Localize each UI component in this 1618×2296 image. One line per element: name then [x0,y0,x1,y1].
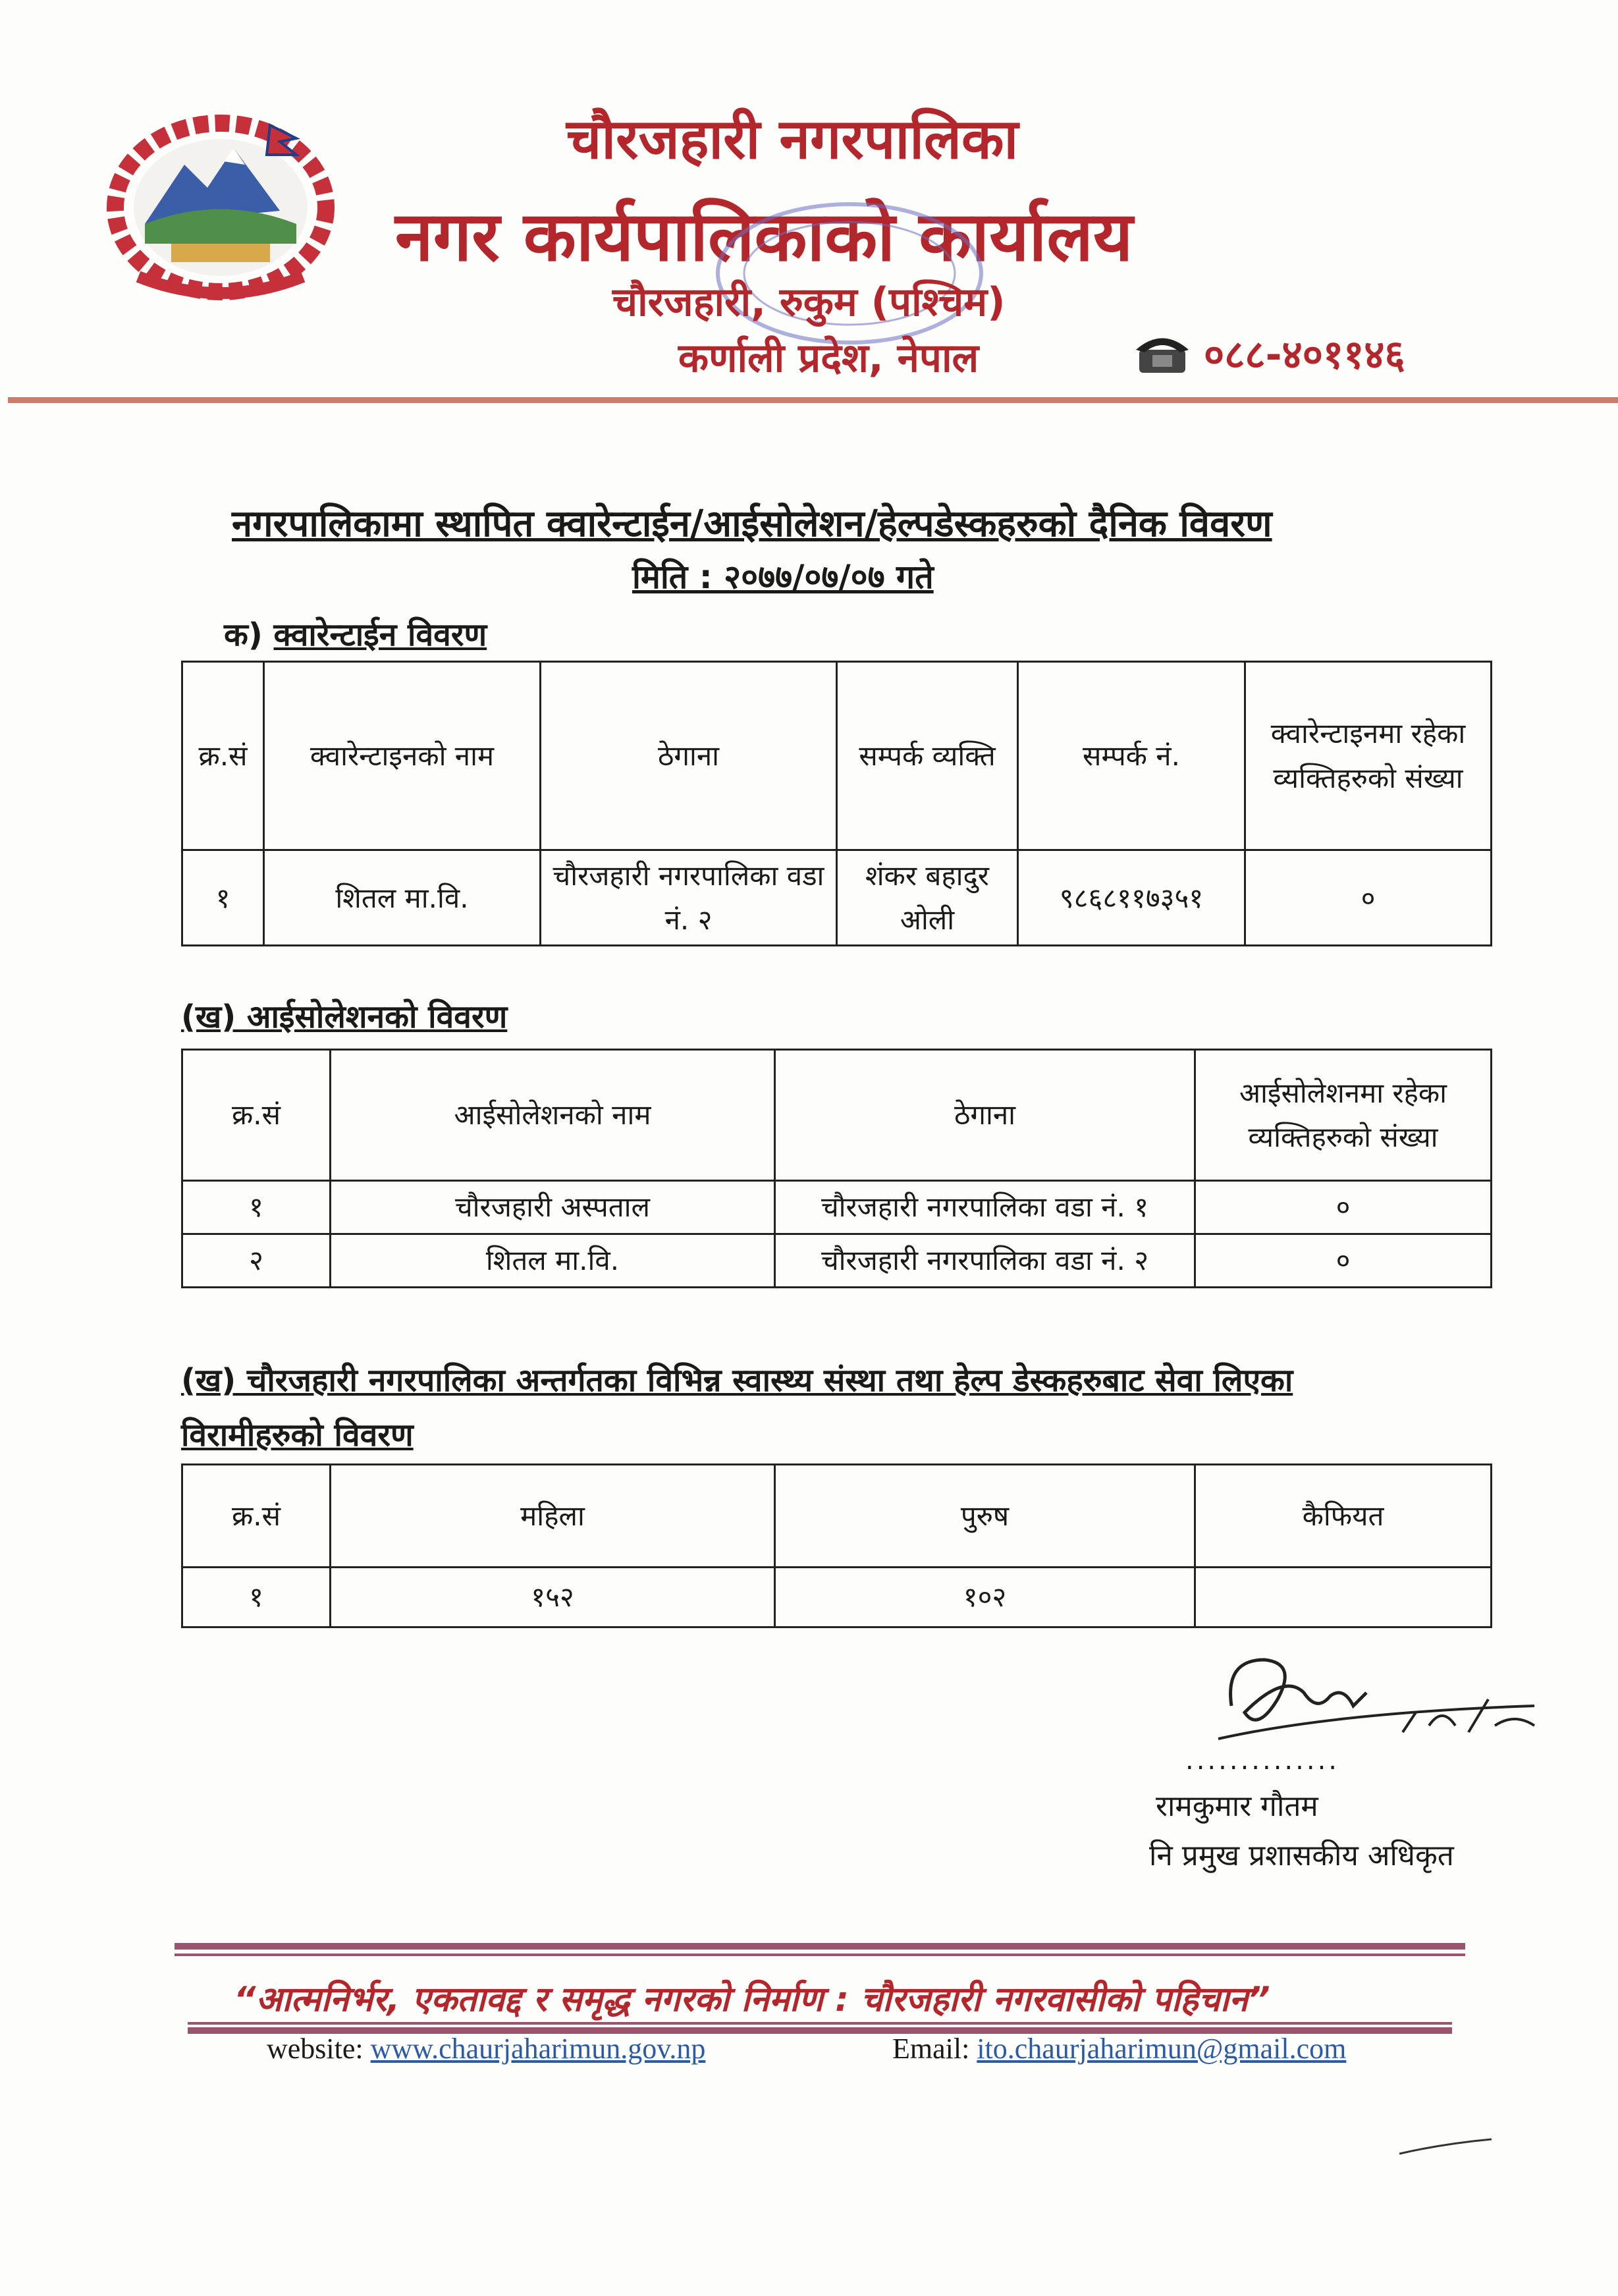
website-link[interactable]: www.chaurjaharimun.gov.np [370,2033,706,2065]
phone-number: ०८८-४०११४६ [1204,332,1405,378]
email-label: Email: [892,2033,970,2065]
telephone-icon [1133,330,1192,376]
table-cell: चौरजहारी नगरपालिका वडा नं. २ [541,850,837,946]
signer-designation: नि प्रमुख प्रशासकीय अधिकृत [1149,1839,1454,1872]
signer-name: रामकुमार गौतम [1156,1790,1318,1823]
section-a-title: क्वारेन्टाईन विवरण [273,616,487,653]
section-b-heading: (ख) आईसोलेशनको विवरण [181,998,508,1035]
website-line [267,2032,705,2065]
header-divider [8,397,1618,403]
table-cell [1195,1568,1492,1627]
column-header: ठेगाना [775,1050,1195,1181]
section-a-heading [224,613,487,655]
quarantine-table [181,661,1492,946]
column-header: क्र.सं [182,1465,331,1568]
table-cell: ९८६८११७३५१ [1018,850,1245,946]
address-line-2: कर्णाली प्रदेश, नेपाल [678,335,979,381]
column-header: पुरुष [775,1465,1195,1568]
table-row [182,1234,1492,1288]
column-header: क्वारेन्टाइनको नाम [264,662,541,850]
table-cell: ० [1245,850,1492,946]
footer-divider [175,1943,1465,1950]
table-row [182,1181,1492,1234]
slogan: “आत्मनिर्भर, एकतावद्द र समृद्ध नगरको निर्माण : चौरजहारी नगरवासीको पहिचान” [234,1980,1270,2019]
nepal-emblem-logo [99,112,342,303]
column-header: सम्पर्क नं. [1018,662,1245,850]
office-name: नगर कार्यपालिकाको कार्यालय [395,196,1133,277]
table-cell: १५२ [331,1568,775,1627]
column-header: क्वारेन्टाइनमा रहेका व्यक्तिहरुको संख्या [1245,662,1492,850]
website-label: website: [267,2033,364,2065]
section-a-prefix: क) [224,616,263,653]
table-cell: १ [182,1181,331,1234]
signature-dots: .............. [1185,1745,1340,1776]
table-header-row [182,1050,1492,1181]
table-cell: १ [182,850,264,946]
column-header: आईसोलेशनमा रहेका व्यक्तिहरुको संख्या [1195,1050,1492,1181]
table-cell: १ [182,1568,331,1627]
table-row [182,850,1492,946]
column-header: कैफियत [1195,1465,1492,1568]
table-cell: १०२ [775,1568,1195,1627]
document-title: नगरपालिकामा स्थापित क्वारेन्टाईन/आईसोलेशन/हेल्पडेस्कहरुको दैनिक विवरण [232,503,1272,545]
column-header: क्र.सं [182,662,264,850]
municipality-name: चौरजहारी नगरपालिका [566,107,1019,171]
address-line-1: चौरजहारी, रुकुम (पश्चिम) [612,279,1006,325]
footer-divider [175,1954,1465,1956]
column-header: आईसोलेशनको नाम [331,1050,775,1181]
column-header: सम्पर्क व्यक्ति [837,662,1018,850]
table-cell: ० [1195,1234,1492,1288]
section-c-heading: (ख) चौरजहारी नगरपालिका अन्तर्गतका विभिन्न स्वास्थ्य संस्था तथा हेल्प डेस्कहरुबाट सेवा लिएका [181,1362,1293,1399]
isolation-table [181,1049,1492,1288]
patients-table [181,1463,1492,1628]
table-cell: चौरजहारी नगरपालिका वडा नं. २ [775,1234,1195,1288]
table-row [182,1568,1492,1627]
table-header-row [182,662,1492,850]
table-cell: शितल मा.वि. [264,850,541,946]
table-cell: ० [1195,1181,1492,1234]
table-header-row [182,1465,1492,1568]
document-date: मिति : २०७७/०७/०७ गते [632,558,934,596]
table-cell: २ [182,1234,331,1288]
column-header: क्र.सं [182,1050,331,1181]
table-cell: चौरजहारी अस्पताल [331,1181,775,1234]
email-link[interactable]: ito.chaurjaharimun@gmail.com [977,2033,1347,2065]
pen-stroke-mark [1396,2134,1495,2160]
email-line [892,2032,1346,2065]
column-header: ठेगाना [541,662,837,850]
phone-block [1133,326,1405,380]
section-c-heading-continued: विरामीहरुको विवरण [181,1417,414,1454]
table-cell: शंकर बहादुर ओली [837,850,1018,946]
column-header: महिला [331,1465,775,1568]
table-cell: चौरजहारी नगरपालिका वडा नं. १ [775,1181,1195,1234]
footer-divider [188,2022,1452,2025]
table-cell: शितल मा.वि. [331,1234,775,1288]
